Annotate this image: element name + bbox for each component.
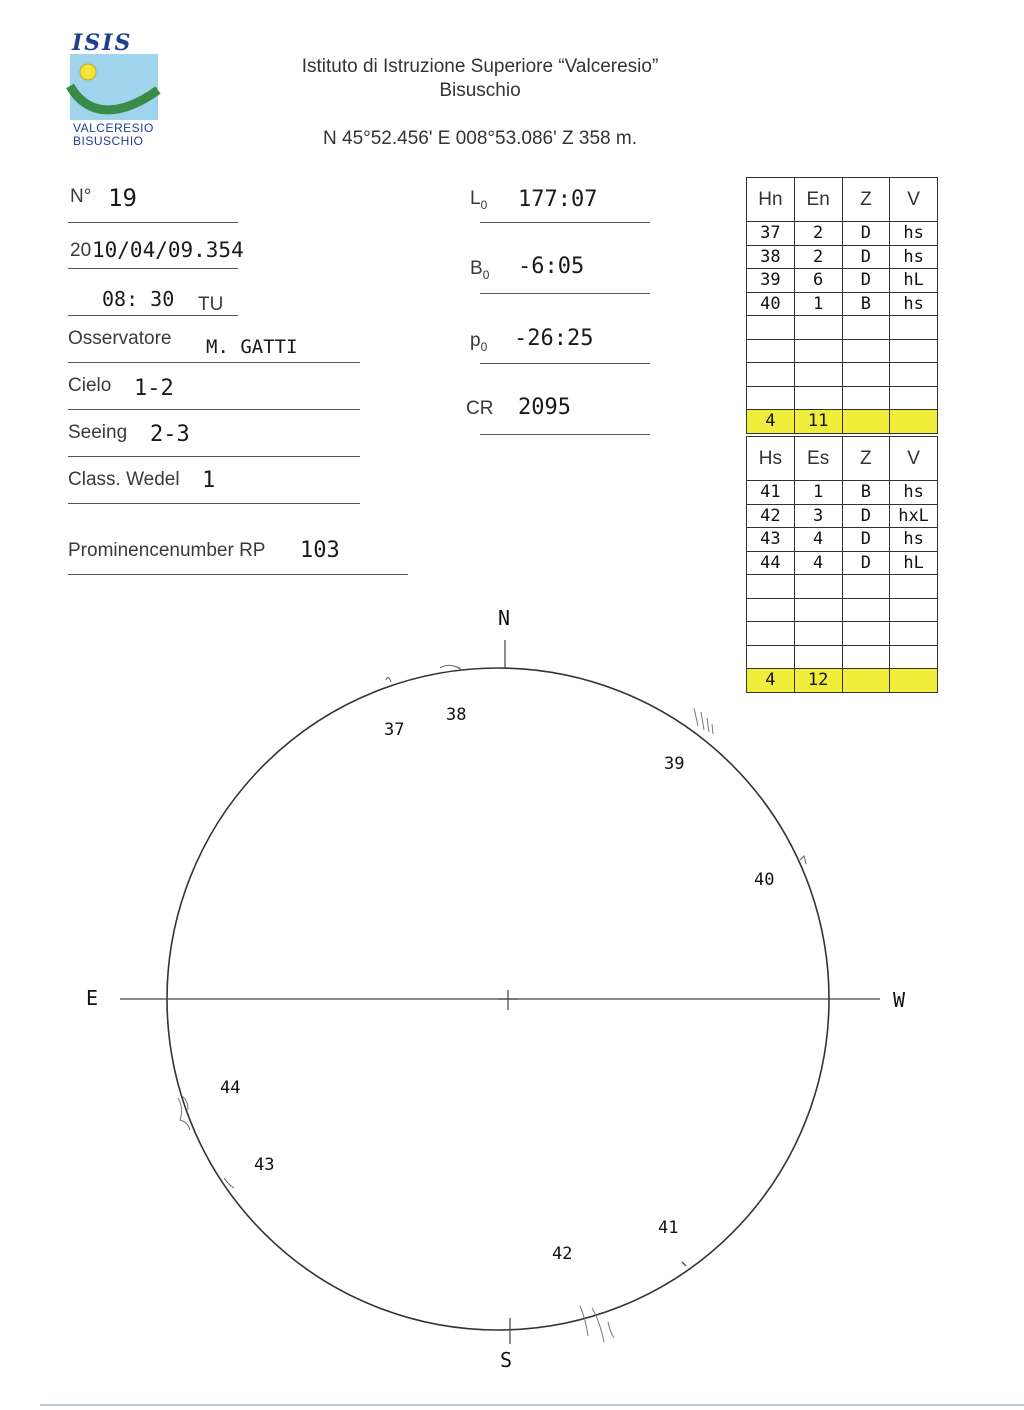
- north-total-extent: 11: [794, 410, 842, 434]
- prominence-sketch: [694, 708, 713, 734]
- seeing-value: 2-3: [150, 422, 190, 447]
- observatory-coordinates: N 45°52.456' E 008°53.086' Z 358 m.: [323, 128, 637, 149]
- north-header-v: V: [890, 178, 938, 222]
- table-cell: 1: [794, 292, 842, 316]
- table-cell: 38: [747, 245, 795, 269]
- date-prefix: 20: [70, 240, 92, 261]
- p0-label: $p_0$: [470, 330, 488, 354]
- prominence-sketch: [800, 856, 806, 864]
- cr-value: 2095: [518, 395, 571, 420]
- l0-label: $L_0$: [470, 188, 488, 212]
- table-cell: 43: [747, 528, 795, 552]
- prominence-label-38: 38: [446, 705, 467, 725]
- prominence-sketch: [178, 1096, 190, 1130]
- cr-label: CR: [466, 398, 494, 419]
- table-cell: 4: [794, 528, 842, 552]
- l0-value: 177:07: [518, 187, 598, 212]
- institute-city: Bisuschio: [439, 80, 521, 101]
- prominence-label-39: 39: [664, 754, 685, 774]
- prominence-sketch: [682, 1262, 686, 1266]
- south-total-count: 4: [747, 669, 795, 693]
- prominence-label-44: 44: [220, 1078, 241, 1098]
- cardinal-west: W: [893, 988, 906, 1012]
- table-cell: 40: [747, 292, 795, 316]
- south-header-es: Es: [794, 437, 842, 481]
- table-cell: 41: [747, 481, 795, 505]
- table-cell: D: [842, 551, 890, 575]
- table-cell: 39: [747, 269, 795, 293]
- sky-value: 1-2: [134, 376, 174, 401]
- table-cell: hxL: [890, 504, 938, 528]
- b0-value: -6:05: [518, 254, 585, 279]
- observer-value: M. GATTI: [206, 336, 298, 358]
- table-cell: 1: [794, 481, 842, 505]
- table-cell: D: [842, 245, 890, 269]
- north-header-en: En: [794, 178, 842, 222]
- table-cell: 6: [794, 269, 842, 293]
- prominence-sketch: [440, 665, 462, 670]
- prominence-label-37: 37: [384, 720, 405, 740]
- north-total-count: 4: [747, 410, 795, 434]
- p0-value: -26:25: [514, 326, 594, 351]
- time-unit: TU: [198, 294, 224, 315]
- table-cell: D: [842, 504, 890, 528]
- prominence-label-42: 42: [552, 1244, 573, 1264]
- time-value: 08: 30: [102, 287, 175, 311]
- north-header-hn: Hn: [747, 178, 795, 222]
- institute-name: Istituto di Istruzione Superiore “Valceresio”: [301, 56, 659, 77]
- logo-name-line2: BISUSCHIO: [73, 134, 144, 148]
- date-value: 10/04/09.354: [92, 238, 244, 262]
- prominence-label-43: 43: [254, 1155, 275, 1175]
- table-cell: B: [842, 481, 890, 505]
- north-header-z: Z: [842, 178, 890, 222]
- table-cell: 44: [747, 551, 795, 575]
- prominence-label-41: 41: [658, 1218, 679, 1238]
- prominence-label-40: 40: [754, 870, 775, 890]
- table-cell: hL: [890, 551, 938, 575]
- table-cell: hs: [890, 292, 938, 316]
- south-header-hs: Hs: [747, 437, 795, 481]
- number-value: 19: [108, 184, 137, 212]
- table-cell: hs: [890, 222, 938, 246]
- table-cell: D: [842, 269, 890, 293]
- table-cell: 4: [794, 551, 842, 575]
- logo-wordmark: ISIS: [72, 30, 133, 56]
- observer-label: Osservatore: [68, 328, 172, 349]
- table-cell: 3: [794, 504, 842, 528]
- cardinal-south: S: [500, 1348, 513, 1372]
- logo-name-line1: VALCERESIO: [73, 121, 154, 135]
- cardinal-east: E: [86, 986, 99, 1010]
- prominence-sketch: [386, 677, 391, 682]
- table-cell: hs: [890, 245, 938, 269]
- south-total-extent: 12: [794, 669, 842, 693]
- number-label: N°: [70, 186, 92, 207]
- table-cell: B: [842, 292, 890, 316]
- sky-label: Cielo: [68, 375, 112, 396]
- table-cell: hL: [890, 269, 938, 293]
- b0-label: $B_0$: [470, 258, 490, 282]
- south-header-z: Z: [842, 437, 890, 481]
- table-cell: D: [842, 222, 890, 246]
- prominence-number-value: 103: [300, 538, 340, 563]
- table-cell: 42: [747, 504, 795, 528]
- seeing-label: Seeing: [68, 422, 128, 443]
- wedel-value: 1: [202, 468, 216, 493]
- cardinal-north: N: [498, 606, 511, 630]
- south-header-v: V: [890, 437, 938, 481]
- table-cell: hs: [890, 481, 938, 505]
- table-cell: hs: [890, 528, 938, 552]
- prominence-number-label: Prominencenumber RP: [68, 540, 266, 561]
- table-cell: 2: [794, 222, 842, 246]
- table-cell: 37: [747, 222, 795, 246]
- wedel-label: Class. Wedel: [68, 469, 180, 490]
- table-cell: 2: [794, 245, 842, 269]
- table-cell: D: [842, 528, 890, 552]
